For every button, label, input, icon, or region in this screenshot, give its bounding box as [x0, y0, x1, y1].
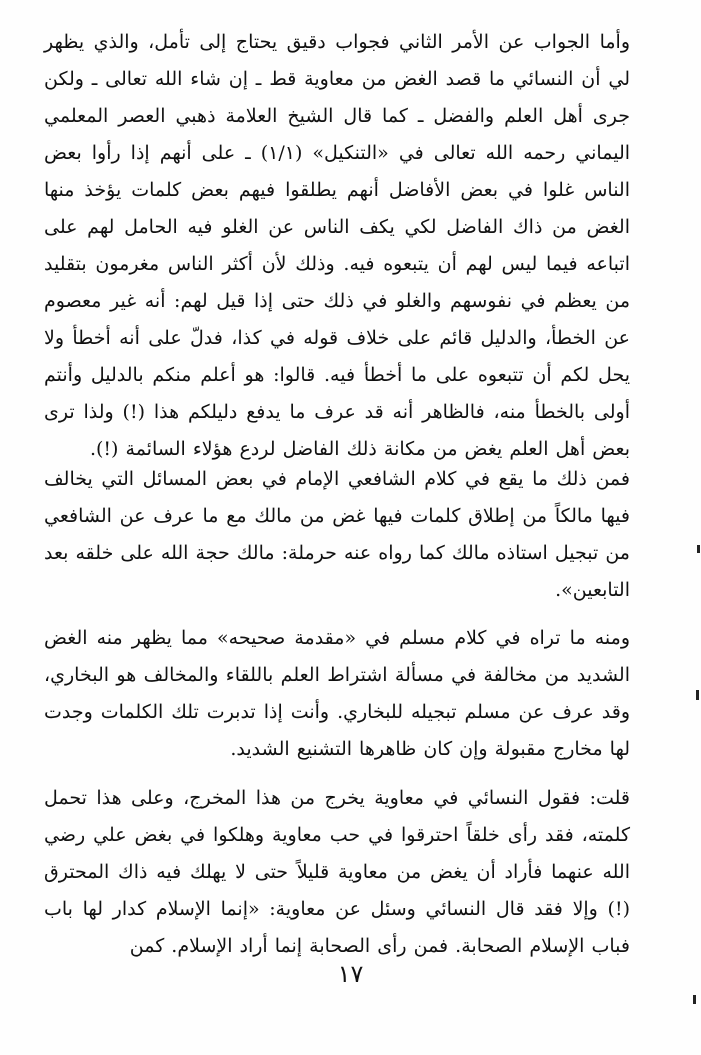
- scan-margin-mark: [693, 995, 696, 1004]
- paragraph-text: ومنه ما تراه في كلام مسلم في «مقدمة صحيحه» مما يظهر منه الغض الشديد من مخالفة في مسألة اشتراط العلم باللقاء والمخالف هو البخاري، وقد عرف عن مسلم تبجيله للبخاري. وأنت إذا تدبرت تلك الكلمات وجدت لها مخارج مقبولة وإن كان ظاهرها التشنيع الشديد.: [44, 627, 630, 760]
- paragraph-text: قلت: فقول النسائي في معاوية يخرج من هذا المخرج، وعلى هذا تحمل كلمته، فقد رأى خلقاً احترقوا في حب معاوية وهلكوا في بغض علي رضي الله عنهما فأراد أن يغض من معاوية قليلاً حتى لا يهلك فيه ذاك المحترق (!) وإلا فقد قال النسائي وسئل عن معاوية: «إنما الإسلام كدار لها باب فباب الإسلام الصحابة. فمن رأى الصحابة إنما أراد الإسلام. كمن: [44, 787, 630, 957]
- paragraph-text: فمن ذلك ما يقع في كلام الشافعي الإمام في بعض المسائل التي يخالف فيها مالكاً من إطلاق كلمات فيها غض من مالك مع ما عرف عن الشافعي من تبجيل استاذه مالك كما رواه عنه حرملة: مالك حجة الله على خلقه بعد التابعين».: [44, 468, 630, 601]
- scan-margin-mark: [696, 690, 699, 700]
- scan-margin-mark: [697, 545, 700, 553]
- body-paragraph-3: [44, 620, 630, 768]
- paragraph-text: وأما الجواب عن الأمر الثاني فجواب دقيق يحتاج إلى تأمل، والذي يظهر لي أن النسائي ما قصد الغض من معاوية قط ـ إن شاء الله تعالى ـ ولكن جرى أهل العلم والفضل ـ كما قال الشيخ العلامة ذهبي العصر المعلمي اليماني رحمه الله تعالى في «التنكيل» (١/١) ـ على أنهم إذا رأوا بعض الناس غلوا في بعض الأفاضل أنهم يطلقوا فيهم بعض كلمات يؤخذ منها الغض من ذاك الفاضل لكي يكف الناس عن الغلو فيه الحامل لهم على اتباعه فيما ليس لهم أن يتبعوه فيه. وذلك لأن أكثر الناس مغرمون بتقليد من يعظم في نفوسهم والغلو في ذلك حتى إذا قيل لهم: أنه غير معصوم عن الخطأ، والدليل قائم على خلاف قوله في كذا، فدلّ على أنه أخطأ ولا يحل لكم أن تتبعوه على ما أخطأ فيه. قالوا: هو أعلم منكم بالدليل وأنتم أولى بالخطأ منه، فالظاهر أنه قد عرف ما يدفع دليلكم هذا (!) ولذا ترى بعض أهل العلم يغض من مكانة ذلك الفاضل لردع هؤلاء السائمة (!).: [44, 31, 631, 460]
- body-paragraph-2: [44, 461, 630, 609]
- body-paragraph-4: [44, 780, 630, 965]
- page-number: ١٧: [337, 960, 364, 988]
- body-paragraph-1: [44, 24, 630, 468]
